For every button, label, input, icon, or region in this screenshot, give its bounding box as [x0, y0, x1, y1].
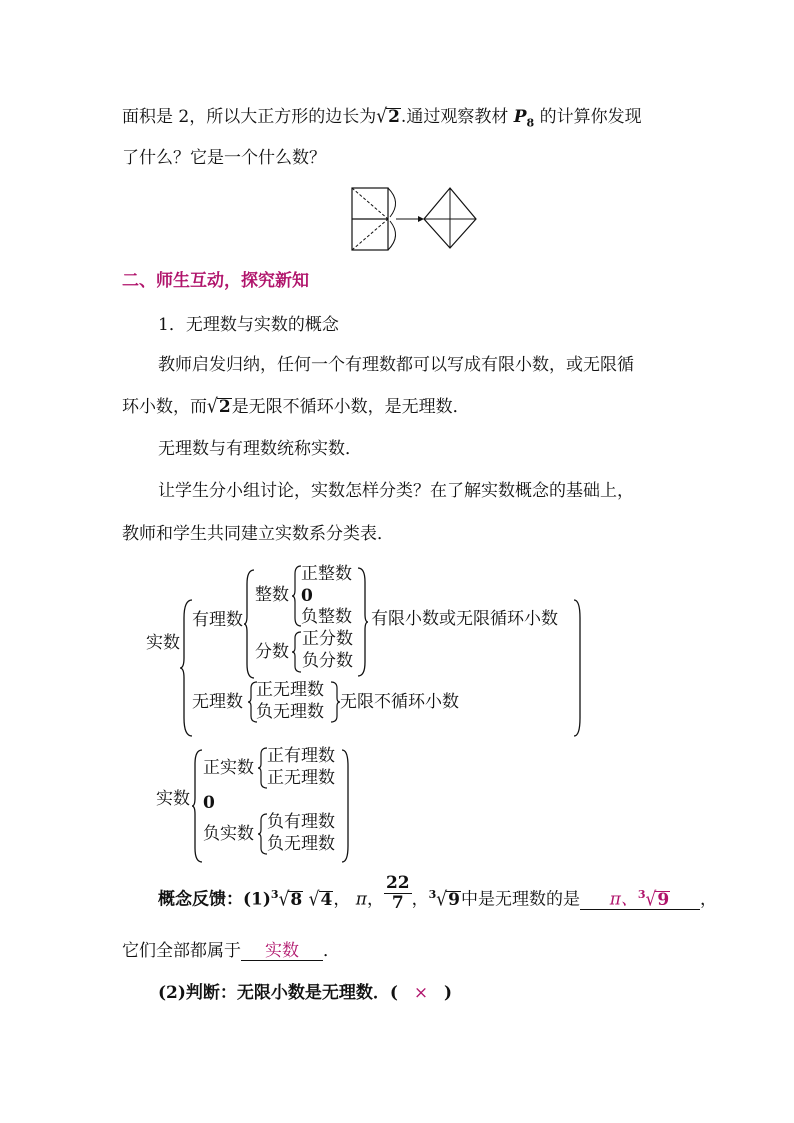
paragraph-3a: 让学生分小组讨论，实数怎样分类？在了解实数概念的基础上， — [158, 481, 634, 501]
cube-root-symbol: √9 — [645, 888, 670, 912]
tree2-negative-real: 负实数 — [203, 824, 254, 844]
tree1-positive-irrational: 正无理数 — [256, 680, 324, 700]
sqrt-symbol: √2 — [207, 395, 231, 419]
tree1-positive-fraction: 正分数 — [302, 629, 353, 649]
tree1-negative-fraction: 负分数 — [302, 651, 353, 671]
paragraph-3b: 教师和学生共同建立实数系分类表． — [122, 524, 394, 544]
tree1-irrational: 无理数 — [192, 692, 243, 712]
cube-root-symbol: √8 — [278, 888, 303, 912]
answer-blank-real: 实数 — [241, 943, 323, 961]
tree1-fraction: 分数 — [255, 642, 289, 662]
tree1-zero: 0 — [301, 586, 313, 606]
answer-cross-mark: × — [413, 983, 429, 1003]
feedback-line-1: 概念反馈：$(1)^3√8$ √4， π， $\frac{22}{7}$ ，$^3$√9中是无理数的是 π、$^3$√9 ， — [158, 873, 717, 913]
paragraph-1b: 环小数，而√2是无限不循环小数，是无理数． — [122, 395, 470, 419]
answer-blank-irrational: π、$^3$√9 — [580, 889, 700, 910]
tree1-right-brace-rational — [356, 566, 368, 678]
sqrt-symbol: √2 — [376, 105, 400, 129]
tree2-negative-irrational: 负无理数 — [267, 834, 335, 854]
tree1-positive-integer: 正整数 — [301, 564, 352, 584]
tree2-positive-rational: 正有理数 — [267, 746, 335, 766]
tree1-integer: 整数 — [255, 585, 289, 605]
feedback-line-2: 它们全部都属于 实数 ． — [122, 941, 340, 961]
tree2-root: 实数 — [156, 789, 190, 809]
tree2-positive-real: 正实数 — [203, 758, 254, 778]
feedback-line-3: (2)判断：无限小数是无理数．( × ) — [158, 983, 453, 1003]
tree1-rational-note: 有限小数或无限循环小数 — [371, 609, 558, 629]
tree1-irrational-note: 无限不循环小数 — [340, 692, 459, 712]
subsection-title: 1．无理数与实数的概念 — [158, 315, 339, 335]
tree1-right-brace-irrational — [330, 680, 340, 724]
intro-line-1: 面积是 2，所以大正方形的边长为√2.通过观察教材 $P_8$ 的计算你发现 — [122, 105, 642, 130]
square-folding-diagram — [350, 184, 480, 254]
tree2-negative-rational: 负有理数 — [267, 812, 335, 832]
paragraph-1a: 教师启发归纳，任何一个有理数都可以写成有限小数，或无限循 — [158, 355, 634, 375]
tree1-right-brace-root — [572, 598, 584, 738]
tree1-negative-irrational: 负无理数 — [256, 702, 324, 722]
tree2-zero: 0 — [203, 793, 215, 813]
sqrt-symbol: √4 — [308, 888, 333, 912]
tree1-brace-fraction — [292, 630, 302, 674]
paragraph-2: 无理数与有理数统称实数． — [158, 439, 362, 459]
intro-line-2: 了什么？它是一个什么数？ — [122, 148, 326, 168]
cube-root-symbol: √9 — [436, 888, 460, 912]
tree2-positive-irrational: 正无理数 — [267, 768, 335, 788]
section-title: 二、师生互动，探究新知 — [122, 271, 309, 291]
fraction-22-7: $\frac{22}{7}$ — [385, 873, 410, 913]
tree1-root: 实数 — [146, 633, 180, 653]
tree2-right-brace — [340, 748, 352, 864]
tree1-rational: 有理数 — [192, 610, 243, 630]
tree1-negative-integer: 负整数 — [301, 607, 352, 627]
